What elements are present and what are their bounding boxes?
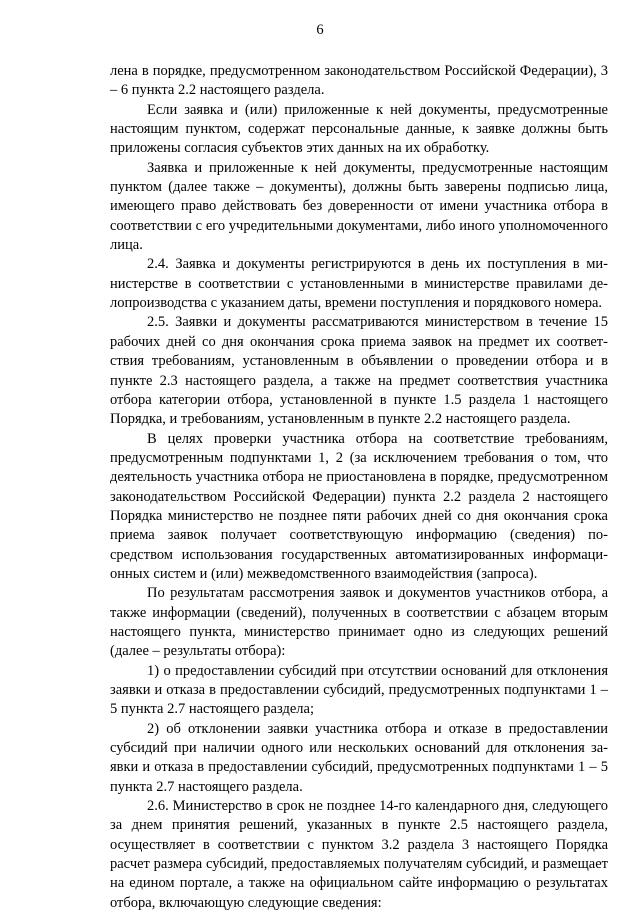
paragraph-personal-data: Если заявка и (или) приложенные к ней документы, предусмотренные настоящим пунктом, содержат персональные данные, к заявке должны быть приложены согласия субъектов этих данных на их обработку.	[110, 101, 608, 157]
paragraph-2-5: 2.5. Заявки и документы рассматриваются министерством в течение 15 рабочих дней со дня окончания срока приема заявок на предмет их соответствия требованиям, установленным в объявлении о проведении отбора и в пункте 2.3 настоящего раздела, а также на предмет соответствия участника отбора категории отбора, установленной в пункте 1.5 раздела 1 настоящего Порядка, и требованиям, установленным в пункте 2.2 настоящего раздела.	[110, 314, 608, 428]
page-number: 6	[316, 22, 324, 38]
paragraph-2-6: 2.6. Министерство в срок не позднее 14-го календарного дня, следующего за днем принятия решений, указанных в пункте 2.5 настоящего раздела, осуществляет в соответствии с пунктом 3.2 раздела 3 настоящего Порядка расчет размера субсидий, предоставляемых получателям субсидий, и размещает на едином портале, а также на официальном сайте информацию о результатах отбора, включающую следующие сведения:	[110, 798, 608, 911]
paragraph-signature: Заявка и приложенные к ней документы, предусмотренные настоящим пунктом (далее также – документы), должны быть заверены подписью лица, имеющего право действовать без доверенности от имени участника отбора в соответствии с его учредительными документами, либо иного уполномоченного лица.	[110, 159, 608, 254]
paragraph-2-4: 2.4. Заявка и документы регистрируются в день их поступления в министерстве в соответствии с установленными в министерстве правилами делопроизводства с указанием даты, времени поступления и порядкового номера.	[110, 256, 608, 312]
paragraph-results: По результатам рассмотрения заявок и документов участников отбора, а также информации (сведений), полученных в соответствии с абзацем вторым настоящего пункта, министерство принимает одно из следующих решений (далее – результаты отбора):	[110, 585, 608, 660]
paragraph-decision-2: 2) об отклонении заявки участника отбора и отказе в предоставлении субсидий при наличии одного или нескольких оснований для отклонения заявки и отказа в предоставлении субсидий, предусмотренных подпунктами 1 – 5 пункта 2.7 настоящего раздела.	[110, 720, 608, 795]
document-body	[110, 62, 608, 913]
paragraph-verification: В целях проверки участника отбора на соответствие требованиям, предусмотренным подпунктами 1, 2 (за исключением требования о том, что деятельность участника отбора не приостановлена в порядке, предусмотренном законодательством Российской Федерации) пункта 2.2 раздела 2 настоящего Порядка министерство не позднее пяти рабочих дней со дня окончания срока приема заявок получает соответствующую информацию (сведения) посредством использования государственных автоматизированных информационных систем и (или) межведомственного взаимодействия (запроса).	[110, 430, 608, 582]
paragraph-decision-1: 1) о предоставлении субсидий при отсутствии оснований для отклонения заявки и отказа в предоставлении субсидий, предусмотренных подпунктами 1 – 5 пункта 2.7 настоящего раздела;	[110, 662, 608, 718]
paragraph-continuation: лена в порядке, предусмотренном законодательством Российской Федерации), 3 – 6 пункта 2.2 настоящего раздела.	[110, 63, 608, 99]
